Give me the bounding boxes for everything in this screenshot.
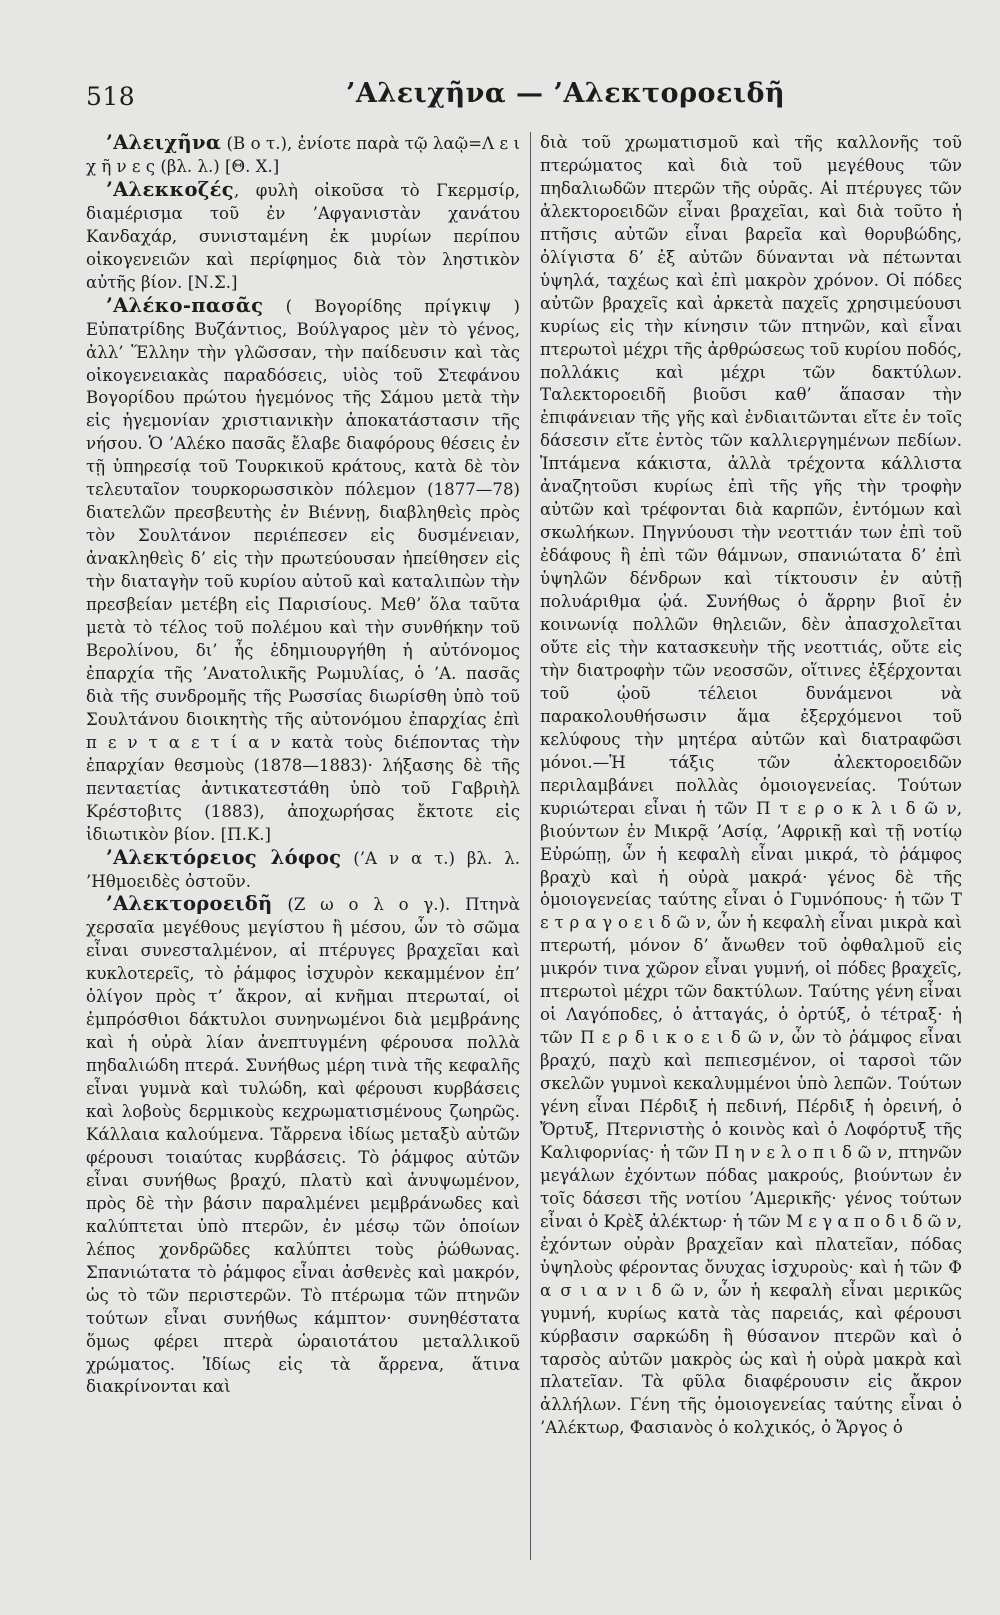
entry-aleichina bbox=[86, 132, 520, 179]
entry-text: (Β ο τ.), ἐνίοτε παρὰ τῷ λαῷ=Λ ε ι χ ῆ ν ε ς (βλ. λ.) [Θ. Χ.] bbox=[86, 134, 520, 176]
page-header bbox=[86, 78, 964, 118]
page-number: 518 bbox=[86, 82, 136, 111]
entry-text: (Ζ ω ο λ ο γ.). Πτηνὰ χερσαῖα μεγέθους μεγίστου ἢ μέσου, ὧν τὸ σῶμα εἶναι συνεσταλμένον, αἱ πτέρυγες βραχεῖαι καὶ κυκλοτερεῖς, τὸ ῥάμφος ἰσχυρὸν κεκαμμένον ἐπ’ ὀλίγον πρὸς τ’ ἄκρον, αἱ κνῆμαι πτερωταί, οἱ ἐμπρόσθιοι δάκτυλοι συνηνωμένοι διὰ μεμβράνης καὶ ἡ οὐρὰ λίαν ἀνεπτυγμένη φέρουσα πολλὰ πηδαλιώδη πτερά. Συνήθως μέρη τινὰ τῆς κεφαλῆς εἶναι γυμνὰ καὶ τυλώδη, καὶ φέρουσι κυρβάσεις καὶ λοβοὺς δερμικοὺς κεχρωματισμένους ζωηρῶς. Κάλλαια καλούμενα. Τἄρρενα ἰδίως μεταξὺ αὐτῶν φέρουσι τοιαύτας κυρβάσεις. Τὸ ῥάμφος αὐτῶν εἶναι συνήθως βραχύ, πλατὺ καὶ ἀνυψωμένον, πρὸς δὲ τὴν βάσιν παραλμένει μεμβράνωδες καὶ καλύπτεται ὑπὸ πτερῶν, ἐν μέσῳ τῶν ὁποίων λέπος χονδρῶδες καλύπτει τοὺς ῥώθωνας. Σπανιώτατα τὸ ῥάμφος εἶναι ἀσθενὲς καὶ μακρόν, ὡς τὸ τῶν περιστερῶν. Τὸ πτέρωμα τῶν πτηνῶν τούτων εἶναι συνήθως κάμπτον· συνηθέστατα ὅμως φέρει πτερὰ ὡραιοτάτου μεταλλικοῦ χρώματος. Ἰδίως εἰς τὰ ἄρρενα, ἅτινα διακρίνονται καὶ bbox=[86, 895, 520, 1397]
entry-alekkozes bbox=[86, 179, 520, 295]
entry-aleko-pasas bbox=[86, 295, 520, 847]
entry-text: ( Βογορίδης πρίγκιψ ) Εὐπατρίδης Βυζάντιος, Βούλγαρος μὲν τὸ γένος, ἀλλ’ Ἕλλην τὴν γλῶσσαν, τὴν παίδευσιν καὶ τὰς οἰκογενειακὰς παραδόσεις, υἱὸς τοῦ Στεφάνου Βογορίδου πρώτου ἡγεμόνος τῆς Σάμου μετὰ τὴν εἰς ἡγεμονίαν χριστιανικὴν ἀποκατάστασιν τῆς νήσου. Ὁ ’Αλέκο πασᾶς ἔλαβε διαφόρους θέσεις ἐν τῇ ὑπηρεσίᾳ τοῦ Τουρκικοῦ κράτους, κατὰ δὲ τὸν τελευταῖον τουρκορωσσικὸν πόλεμον (1877—78) διατελῶν πρεσβευτὴς ἐν Βιέννῃ, διαβληθεὶς πρὸς τὸν Σουλτάνον περιέπεσεν εἰς δυσμένειαν, ἀνακληθεὶς δ’ εἰς τὴν πρωτεύουσαν ἠπείθησεν εἰς τὴν διαταγὴν τοῦ κυρίου αὐτοῦ καὶ καταλιπὼν τὴν πρεσβείαν μετέβη εἰς Παρισίους. Μεθ’ ὅλα ταῦτα μετὰ τὸ τέλος τοῦ πολέμου καὶ τὴν συνθήκην τοῦ Βερολίνου, δι’ ἧς ἐδημιουργήθη ἡ αὐτόνομος ἐπαρχία τῆς ’Ανατολικῆς Ρωμυλίας, ὁ ’Α. πασᾶς διὰ τῆς συνδρομῆς τῆς Ρωσσίας διωρίσθη ὑπὸ τοῦ Σουλτάνου διοικητὴς τῆς αὐτονόμου ἐπαρχίας ἐπὶ π ε ν τ α ε τ ί α ν κατὰ τοὺς διέποντας τὴν ἐπαρχίαν θεσμοὺς (1878—1883)· λήξασης δὲ τῆς πενταετίας ἀντικατεστάθη ὑπὸ τοῦ Γαβριὴλ Κρέστοβιτς (1883), ἀποχωρήσας ἔκτοτε εἰς ἰδιωτικὸν βίον. [Π.Κ.] bbox=[86, 296, 520, 844]
entry-text: (’Α ν α τ.) βλ. λ. ’Ηθμοειδὲς ὀστοῦν. bbox=[86, 848, 521, 891]
headword: ’Αλέκο-πασᾶς bbox=[106, 293, 264, 317]
column-divider bbox=[530, 132, 531, 1560]
headword: ’Αλειχῆνα bbox=[106, 131, 222, 154]
headword: ’Αλεκκοζές bbox=[106, 177, 234, 201]
headword: ’Αλεκτόρειος λόφος bbox=[106, 845, 342, 869]
right-column bbox=[540, 132, 962, 1440]
running-title: ’Αλειχῆνα — ’Αλεκτοροειδῆ bbox=[346, 78, 786, 109]
entry-continuation: διὰ τοῦ χρωματισμοῦ καὶ τῆς καλλονῆς τοῦ πτερώματος καὶ διὰ τοῦ μεγέθους τῶν πηδαλιωδῶν πτερῶν τῆς οὐρᾶς. Αἱ πτέρυγες τῶν ἀλεκτοροειδῶν εἶναι βραχεῖαι, καὶ διὰ τοῦτο ἡ πτῆσις αὐτῶν εἶναι βαρεῖα καὶ θορυβώδης, ὀλίγιστα δ’ ἐξ αὐτῶν δύνανται νὰ πέτωνται ὑψηλά, ταχέως καὶ ἐπὶ μακρὸν χρόνον. Οἱ πόδες αὐτῶν βραχεῖς καὶ ἀρκετὰ παχεῖς χρησιμεύουσι κυρίως εἰς τὴν κίνησιν τῶν πτηνῶν, καὶ εἶναι πτερωτοὶ μέχρι τῆς ἀρθρώσεως τοῦ κυρίου ποδός, πολλάκις καὶ μέχρι τῶν δακτύλων. Ταλεκτοροειδῆ βιοῦσι καθ’ ἅπασαν τὴν ἐπιφάνειαν τῆς γῆς καὶ ἐνδιαιτῶνται εἴτε ἐν τοῖς δάσεσιν εἴτε ἐντὸς τῶν καλλιεργημένων πεδίων. Ἱπτάμενα κάκιστα, ἀλλὰ τρέχοντα κάλλιστα ἀναζητοῦσι κυρίως ἐπὶ τῆς γῆς τὴν τροφὴν αὐτῶν καὶ τρέφονται διὰ καρπῶν, ἐντόμων καὶ σκωλήκων. Πηγνύουσι τὴν νεοττιάν των ἐπὶ τοῦ ἐδάφους ἢ ἐπὶ τῶν θάμνων, σπανιώτατα δ’ ἐπὶ ὑψηλῶν δένδρων καὶ τίκτουσιν ἐν αὐτῇ πολυάριθμα ᾠά. Συνήθως ὁ ἄρρην βιοῖ ἐν κοινωνίᾳ πολλῶν θηλειῶν, δὲν ἀπασχολεῖται οὔτε εἰς τὴν κατασκευὴν τῆς νεοττιάς, οὔτε εἰς τὴν διατροφὴν τῶν νεοσσῶν, οἵτινες ἐξέρχονται τοῦ ᾠοῦ τέλειοι δυνάμενοι νὰ παρακολουθήσωσιν ἅμα ἐξερχόμενοι τοῦ κελύφους τὴν μητέρα αὐτῶν καὶ διατραφῶσι μόνοι.—Ἡ τάξις τῶν ἀλεκτοροειδῶν περιλαμβάνει πολλὰς ὁμοιογενείας. Τούτων κυριώτεραι εἶναι ἡ τῶν Π τ ε ρ ο κ λ ι δ ῶ ν, βιούντων ἐν Μικρᾷ ’Ασίᾳ, ’Αφρικῇ καὶ τῇ νοτίῳ Εὐρώπῃ, ὧν ἡ κεφαλὴ εἶναι μικρά, τὸ ῥάμφος βραχὺ καὶ ἡ οὐρὰ μακρά· γένος δὲ τῆς ὁμοιογενείας ταύτης εἶναι ὁ Γυμνόπους· ἡ τῶν Τ ε τ ρ α γ ο ε ι δ ῶ ν, ὧν ἡ κεφαλὴ εἶναι μικρὰ καὶ πτερωτή, μόνον δ’ ἄνωθεν τοῦ ὀφθαλμοῦ εἰς μικρόν τινα χῶρον εἶναι γυμνή, οἱ πόδες βραχεῖς, πτερωτοὶ μέχρι τῶν δακτύλων. Ταύτης γένη εἶναι οἱ Λαγόποδες, ὁ ἀτταγάς, ὁ ὀρτύξ, ὁ τέτραξ· ἡ τῶν Π ε ρ δ ι κ ο ε ι δ ῶ ν, ὧν τὸ ῥάμφος εἶναι βραχύ, παχὺ καὶ πεπιεσμένον, οἱ ταρσοὶ τῶν σκελῶν γυμνοὶ κεκαλυμμένοι ὑπὸ λεπῶν. Τούτων γένη εἶναι Πέρδιξ ἡ πεδινή, Πέρδιξ ἡ ὀρεινή, ὁ Ὄρτυξ, Πτερνιστὴς ὁ κοινὸς καὶ ὁ Λοφόρτυξ τῆς Καλιφορνίας· ἡ τῶν Π η ν ε λ ο π ι δ ῶ ν, πτηνῶν μεγάλων ἐχόντων πόδας μακρούς, βιούντων ἐν τοῖς δάσεσι τῆς νοτίου ’Αμερικῆς· γένος τούτων εἶναι ὁ Κρὲξ ἀλέκτωρ· ἡ τῶν Μ ε γ α π ο δ ι δ ῶ ν, ἐχόντων οὐρὰν βραχεῖαν καὶ πλατεῖαν, πόδας ὑψηλοὺς φέροντας ὄνυχας ἰσχυροὺς· καὶ ἡ τῶν Φ α σ ι α ν ι δ ῶ ν, ὧν ἡ κεφαλὴ εἶναι μερικῶς γυμνή, κυρίως κατὰ τὰς παρειάς, καὶ φέρουσι κύρβασιν σαρκώδη ἢ θύσανον πτερῶν καὶ ὁ ταρσὸς αὐτῶν μακρὸς ὡς καὶ ἡ οὐρὰ μακρὰ καὶ πλατεῖαν. Τὰ φῦλα διαφέρουσιν εἰς ἄκρον ἀλλήλων. Γένη τῆς ὁμοιογενείας ταύτης εἶναι ὁ ’Αλέκτωρ, Φασιανὸς ὁ κολχικός, ὁ Ἄργος ὁ bbox=[540, 133, 962, 1438]
left-column bbox=[86, 132, 520, 1399]
headword: ’Αλεκτοροειδῆ bbox=[106, 892, 273, 916]
entry-alektoroeidi bbox=[86, 893, 520, 1399]
entry-alektoreios-lofos bbox=[86, 847, 520, 894]
entry-text: , φυλὴ οἰκοῦσα τὸ Γκερμσίρ, διαμέρισμα τοῦ ἐν ’Αφγανιστὰν χανάτου Κανδαχάρ, συνισταμένη ἐκ μυρίων περίπου οἰκογενειῶν καὶ περίφημος διὰ τὸν ληστικὸν αὐτῆς βίον. [Ν.Σ.] bbox=[86, 180, 520, 292]
